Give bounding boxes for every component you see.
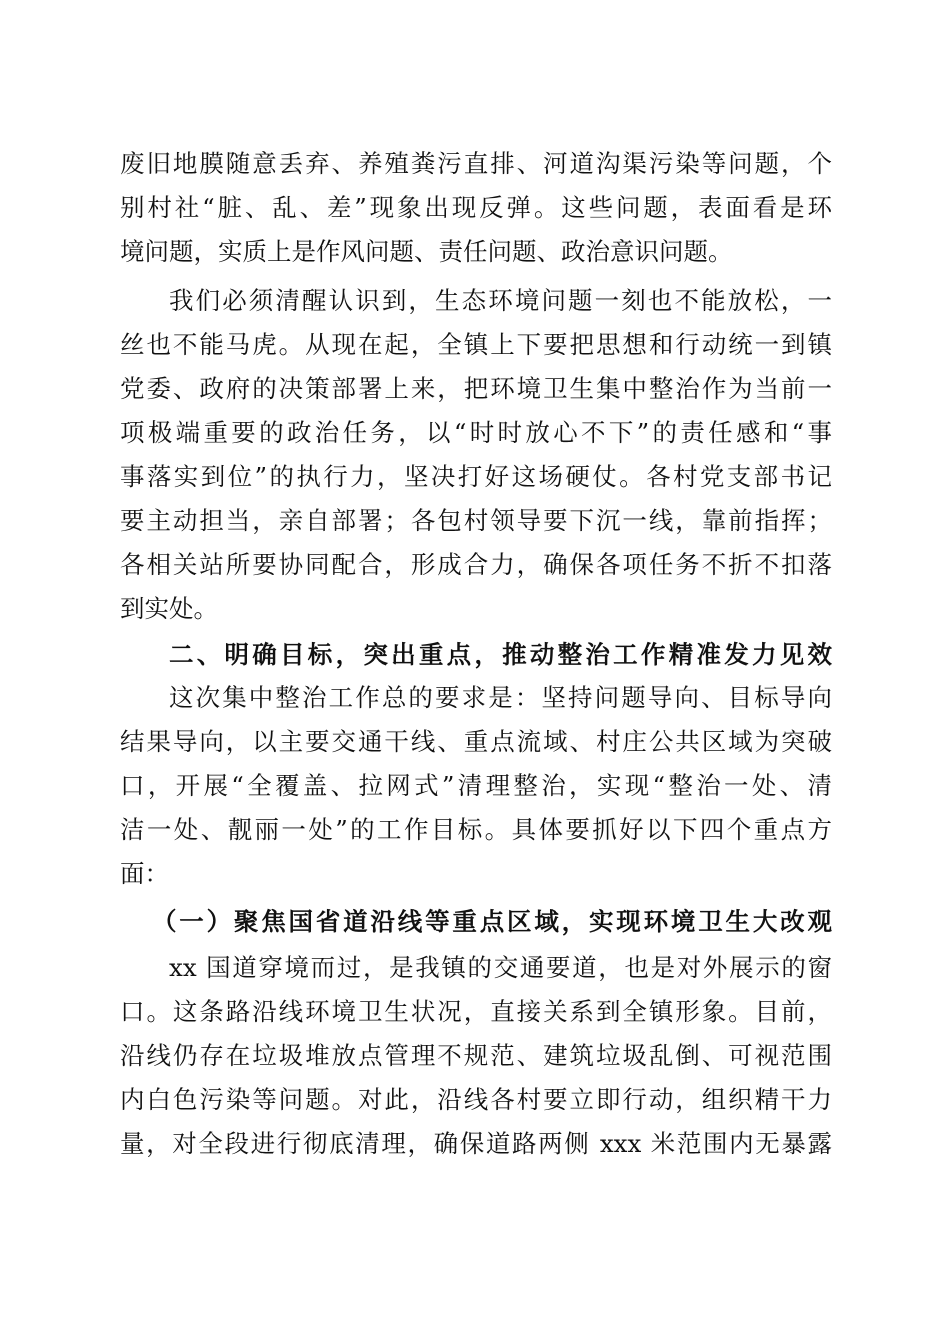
section-heading: 二、明确目标，突出重点，推动整治工作精准发力见效: [169, 640, 832, 669]
paragraph-line: 量，对全段进行彻底清理，确保道路两侧 xxx 米范围内无暴露: [120, 1129, 832, 1158]
paragraph-line: 结果导向，以主要交通干线、重点流域、村庄公共区域为突破: [120, 727, 832, 756]
paragraph-line: 洁一处、靓丽一处”的工作目标。具体要抓好以下四个重点方: [120, 815, 832, 844]
paragraph-line: 要主动担当，亲自部署；各包村领导要下沉一线，靠前指挥；: [120, 506, 832, 535]
paragraph-line: 这次集中整治工作总的要求是：坚持问题导向、目标导向: [169, 683, 832, 712]
paragraph-line: 口，开展“全覆盖、拉网式”清理整治，实现“整治一处、清: [120, 771, 832, 800]
paragraph-line: 口。这条路沿线环境卫生状况，直接关系到全镇形象。目前，: [120, 997, 832, 1026]
paragraph-line: 内白色污染等问题。对此，沿线各村要立即行动，组织精干力: [120, 1085, 832, 1114]
paragraph-line: 事落实到位”的执行力，坚决打好这场硬仗。各村党支部书记: [120, 462, 832, 491]
paragraph-line: 各相关站所要协同配合，形成合力，确保各项任务不折不扣落: [120, 550, 832, 579]
subsection-heading: （一）聚焦国省道沿线等重点区域，实现环境卫生大改观: [152, 907, 832, 936]
paragraph-line: 沿线仍存在垃圾堆放点管理不规范、建筑垃圾乱倒、可视范围: [120, 1041, 832, 1070]
paragraph-line: 境问题，实质上是作风问题、责任问题、政治意识问题。: [120, 237, 733, 266]
paragraph-line: 面：: [120, 859, 169, 888]
paragraph-line: 到实处。: [120, 594, 218, 623]
paragraph-line: 项极端重要的政治任务，以“时时放心不下”的责任感和“事: [120, 418, 832, 447]
paragraph-line: 废旧地膜随意丢弃、养殖粪污直排、河道沟渠污染等问题，个: [120, 149, 832, 178]
paragraph-line: 丝也不能马虎。从现在起，全镇上下要把思想和行动统一到镇: [120, 330, 832, 359]
paragraph-line: 别村社“脏、乱、差”现象出现反弹。这些问题，表面看是环: [120, 193, 832, 222]
paragraph-line: xx 国道穿境而过，是我镇的交通要道，也是对外展示的窗: [169, 953, 832, 982]
paragraph-line: 我们必须清醒认识到，生态环境问题一刻也不能放松，一: [169, 286, 832, 315]
paragraph-line: 党委、政府的决策部署上来，把环境卫生集中整治作为当前一: [120, 374, 832, 403]
